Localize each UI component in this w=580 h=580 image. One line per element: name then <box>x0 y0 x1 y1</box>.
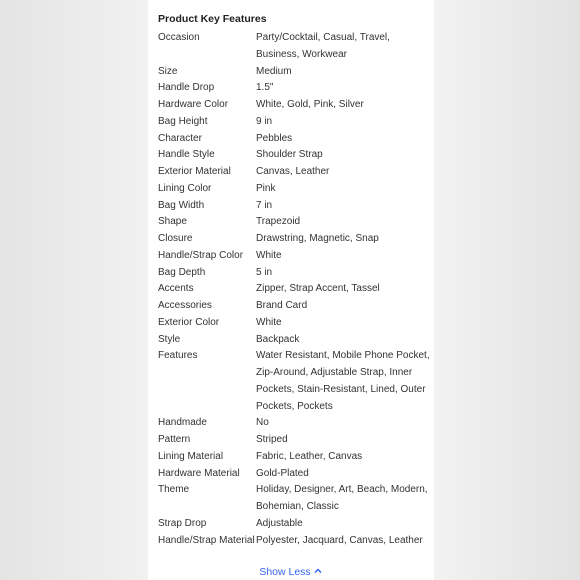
feature-row <box>158 298 430 315</box>
feature-key: Handle Style <box>158 149 215 161</box>
feature-key: Closure <box>158 233 193 244</box>
feature-key: Occasion <box>158 32 200 43</box>
feature-row <box>158 265 430 282</box>
feature-value: Party/Cocktail, Casual, Travel, Business, Workwear <box>256 32 390 60</box>
feature-row <box>158 533 430 550</box>
feature-row <box>158 482 430 516</box>
feature-row <box>158 415 430 432</box>
feature-key: Pattern <box>158 434 191 445</box>
feature-row <box>158 64 430 81</box>
feature-value: Medium <box>256 65 292 77</box>
feature-value: Backpack <box>256 333 300 345</box>
feature-value: Holiday, Designer, Art, Beach, Modern, Bohemian, Classic <box>256 484 428 512</box>
feature-row <box>158 315 430 332</box>
feature-value: White, Gold, Pink, Silver <box>256 99 364 110</box>
product-key-features-panel <box>148 0 434 580</box>
feature-key: Handmade <box>158 417 207 429</box>
feature-key: Lining Color <box>158 182 212 194</box>
feature-row <box>158 248 430 265</box>
feature-key: Bag Depth <box>158 266 206 278</box>
feature-key: Size <box>158 65 178 77</box>
feature-key: Hardware Color <box>158 99 229 110</box>
feature-key: Theme <box>158 484 190 496</box>
feature-key: Bag Width <box>158 199 205 211</box>
feature-value: Drawstring, Magnetic, Snap <box>256 233 379 244</box>
feature-row <box>158 332 430 349</box>
feature-key: Features <box>158 350 198 362</box>
feature-key: Lining Material <box>158 450 224 462</box>
feature-key: Accessories <box>158 300 212 311</box>
feature-row <box>158 198 430 215</box>
feature-row <box>158 131 430 148</box>
feature-value: Canvas, Leather <box>256 166 330 177</box>
feature-value: Gold-Plated <box>256 467 309 479</box>
feature-value: Zipper, Strap Accent, Tassel <box>256 283 380 295</box>
feature-value: Shoulder Strap <box>256 149 323 161</box>
background-left <box>0 0 148 580</box>
chevron-up-icon <box>313 566 323 576</box>
feature-key: Accents <box>158 283 194 295</box>
feature-row <box>158 97 430 114</box>
features-list <box>158 30 430 549</box>
feature-value: Adjustable <box>256 517 303 529</box>
background-right <box>434 0 580 580</box>
feature-row <box>158 164 430 181</box>
feature-key: Character <box>158 132 202 144</box>
feature-row <box>158 348 430 415</box>
feature-key: Style <box>158 333 181 345</box>
feature-value: 7 in <box>256 199 273 211</box>
feature-row <box>158 449 430 466</box>
feature-row <box>158 30 430 64</box>
feature-value: White <box>256 316 282 328</box>
feature-row <box>158 432 430 449</box>
section-title: Product Key Features <box>158 13 267 25</box>
feature-row <box>158 80 430 97</box>
feature-key: Shape <box>158 216 187 228</box>
feature-row <box>158 147 430 164</box>
feature-value: Water Resistant, Mobile Phone Pocket, Zip-Around, Adjustable Strap, Inner Pockets, Stain-Resistant, Lined, Outer Pockets, Pockets <box>256 350 430 412</box>
feature-key: Handle Drop <box>158 82 215 94</box>
feature-row <box>158 181 430 198</box>
feature-key: Bag Height <box>158 115 208 127</box>
feature-value: Brand Card <box>256 300 308 311</box>
feature-key: Exterior Color <box>158 316 220 328</box>
feature-key: Handle/Strap Material <box>158 534 255 546</box>
feature-key: Handle/Strap Color <box>158 249 244 261</box>
show-less-link[interactable] <box>148 566 434 578</box>
feature-value: 1.5" <box>256 82 274 94</box>
feature-value: No <box>256 417 269 429</box>
feature-row <box>158 516 430 533</box>
feature-value: 5 in <box>256 266 273 278</box>
show-less-label: Show Less <box>259 566 311 578</box>
feature-row <box>158 114 430 131</box>
feature-key: Exterior Material <box>158 166 231 177</box>
feature-value: White <box>256 249 282 261</box>
feature-value: Striped <box>256 434 288 445</box>
feature-value: Pebbles <box>256 132 293 144</box>
feature-row <box>158 231 430 248</box>
feature-row <box>158 466 430 483</box>
feature-value: Fabric, Leather, Canvas <box>256 450 363 462</box>
feature-value: Trapezoid <box>256 216 301 228</box>
feature-row <box>158 281 430 298</box>
feature-value: Polyester, Jacquard, Canvas, Leather <box>256 534 423 546</box>
feature-value: Pink <box>256 182 276 194</box>
feature-key: Hardware Material <box>158 467 240 479</box>
feature-key: Strap Drop <box>158 517 207 529</box>
feature-row <box>158 214 430 231</box>
feature-value: 9 in <box>256 115 273 127</box>
